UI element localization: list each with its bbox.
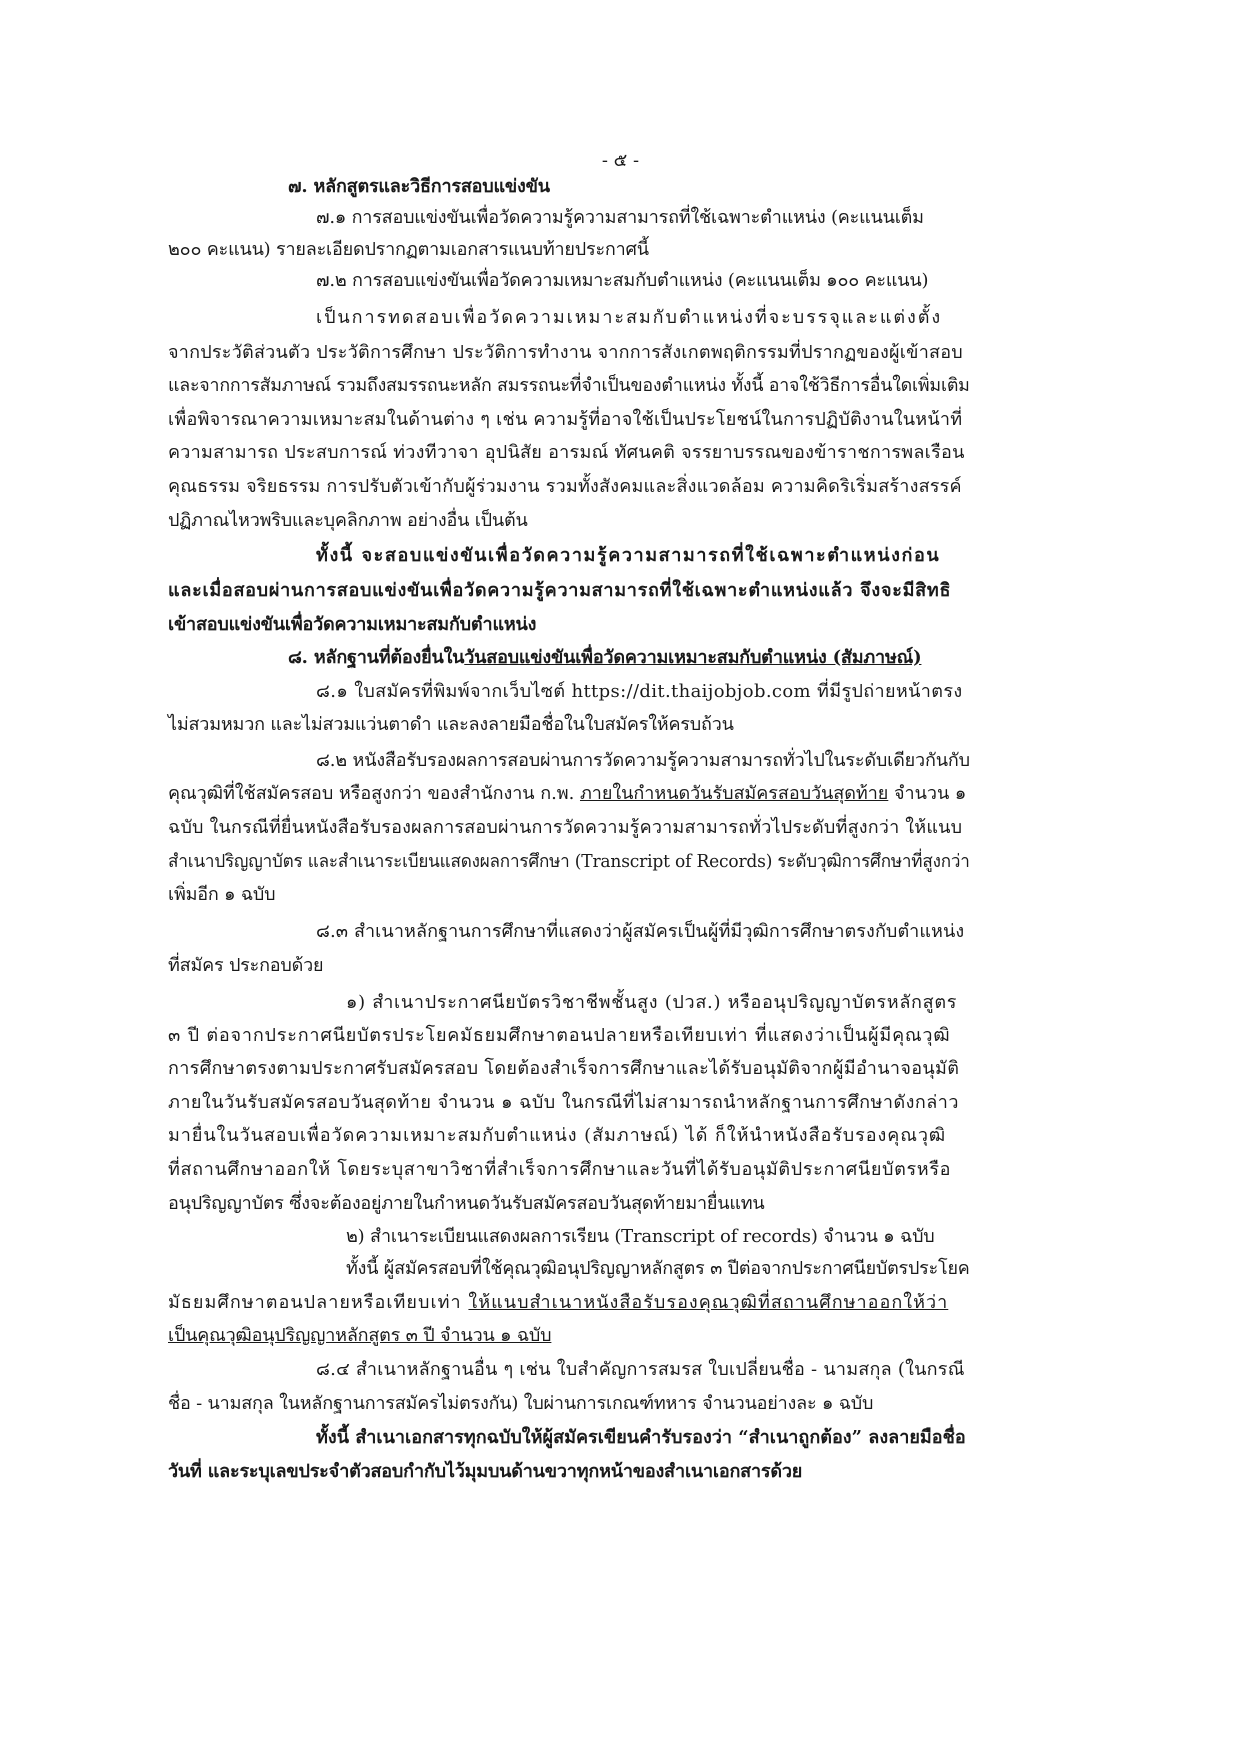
text-run: มายื่นในวันสอบเพื่อวัดความเหมาะสมกับตำแหน่ง (สัมภาษณ์) ได้ ก็ให้นำหนังสือรับรองคุณวุฒิ <box>168 1125 947 1146</box>
text-run: ไม่สวมหมวก และไม่สวมแว่นตาดำ และลงลายมือชื่อในใบสมัครให้ครบถ้วน <box>168 714 734 735</box>
text-line <box>316 1355 965 1385</box>
text-run: ๘.๑ ใบสมัครที่พิมพ์จากเว็บไซต์ https://dit.thaijobjob.com ที่มีรูปถ่ายหน้าตรง <box>316 681 963 702</box>
text-line <box>168 1021 950 1051</box>
text-run: ๘.๔ สำเนาหลักฐานอื่น ๆ เช่น ใบสำคัญการสมรส ใบเปลี่ยนชื่อ - นามสกุล (ในกรณี <box>316 1359 965 1380</box>
text-run: สำเนาปริญญาบัตร และสำเนาระเบียนแสดงผลการศึกษา (Transcript of Records) ระดับวุฒิการศึกษาที่สูงกว่า <box>168 851 970 872</box>
text-run: เป็นคุณวุฒิอนุปริญญาหลักสูตร ๓ ปี จำนวน ๑ ฉบับ <box>168 1325 552 1346</box>
text-run: มัธยมศึกษาตอนปลายหรือเทียบเท่า <box>168 1292 469 1313</box>
text-run: คุณวุฒิที่ใช้สมัครสอบ หรือสูงกว่า ของสำนักงาน ก.พ. <box>168 783 580 804</box>
text-line <box>168 610 536 640</box>
text-run: ๗.๑ การสอบแข่งขันเพื่อวัดความรู้ความสามารถที่ใช้เฉพาะตำแหน่ง (คะแนนเต็ม <box>316 207 924 228</box>
text-line <box>346 1254 970 1284</box>
text-run: เป็นการทดสอบเพื่อวัดความเหมาะสมกับตำแหน่งที่จะบรรจุและแต่งตั้ง <box>316 307 943 328</box>
text-line <box>168 506 528 536</box>
text-run: ชื่อ - นามสกุล ในหลักฐานการสมัครไม่ตรงกัน) ใบผ่านการเกณฑ์ทหาร จำนวนอย่างละ ๑ ฉบับ <box>168 1393 874 1414</box>
text-line <box>168 1321 551 1351</box>
text-line <box>168 710 734 740</box>
text-run: ๘. หลักฐานที่ต้องยื่นใน <box>288 647 465 668</box>
text-line <box>168 880 275 910</box>
text-line <box>316 746 970 776</box>
text-run: และจากการสัมภาษณ์ รวมถึงสมรรถนะหลัก สมรรถนะที่จำเป็นของตำแหน่ง ทั้งนี้ อาจใช้วิธีการอื่นใดเพิ่มเติม <box>168 375 970 396</box>
text-run: ปฏิภาณไหวพริบและบุคลิกภาพ อย่างอื่น เป็นต้น <box>168 510 528 531</box>
text-line <box>316 541 940 571</box>
text-run: และเมื่อสอบผ่านการสอบแข่งขันเพื่อวัดความรู้ความสามารถที่ใช้เฉพาะตำแหน่งแล้ว จึงจะมีสิทธิ <box>168 580 952 601</box>
text-run: เข้าสอบแข่งขันเพื่อวัดความเหมาะสมกับตำแหน่ง <box>168 614 537 635</box>
text-line <box>346 1222 935 1252</box>
text-line <box>168 472 962 502</box>
text-line <box>316 303 942 333</box>
text-run: ๗.๒ การสอบแข่งขันเพื่อวัดความเหมาะสมกับตำแหน่ง (คะแนนเต็ม ๑๐๐ คะแนน) <box>316 270 929 291</box>
page-number: - ๕ - <box>601 150 640 171</box>
text-run: ๑) สำเนาประกาศนียบัตรวิชาชีพชั้นสูง (ปวส.) หรืออนุปริญญาบัตรหลักสูตร <box>346 992 958 1013</box>
text-line <box>168 951 323 981</box>
text-line <box>316 677 963 707</box>
text-run: ๗. หลักสูตรและวิธีการสอบแข่งขัน <box>288 176 550 197</box>
text-line <box>168 576 951 606</box>
text-line <box>168 1054 959 1084</box>
text-line <box>168 1288 948 1318</box>
text-run: ฉบับ ในกรณีที่ยื่นหนังสือรับรองผลการสอบผ่านการวัดความรู้ความสามารถทั่วไประดับที่สูงกว่า ให้แนบ <box>168 817 963 838</box>
text-run: ความสามารถ ประสบการณ์ ท่วงทีวาจา อุปนิสัย อารมณ์ ทัศนคติ จรรยาบรรณของข้าราชการพลเรือน <box>168 442 965 463</box>
text-run: ที่สถานศึกษาออกให้ โดยระบุสาขาวิชาที่สำเร็จการศึกษาและวันที่ได้รับอนุมัติประกาศนียบัตรหรือ <box>168 1159 952 1180</box>
text-run: จากประวัติส่วนตัว ประวัติการศึกษา ประวัติการทำงาน จากการสังเกตพฤติกรรมที่ปรากฏของผู้เข้าสอบ <box>168 342 963 363</box>
text-line <box>316 1423 966 1453</box>
text-line <box>168 779 966 809</box>
text-run: ที่สมัคร ประกอบด้วย <box>168 955 324 976</box>
text-run: ทั้งนี้ จะสอบแข่งขันเพื่อวัดความรู้ความสามารถที่ใช้เฉพาะตำแหน่งก่อน <box>316 545 941 566</box>
text-line <box>168 1088 959 1118</box>
text-line <box>316 917 964 947</box>
text-run: จำนวน ๑ <box>888 783 967 804</box>
text-run: การศึกษาตรงตามประกาศรับสมัครสอบ โดยต้องสำเร็จการศึกษาและได้รับอนุมัติจากผู้มีอำนาจอนุมัติ <box>168 1058 960 1079</box>
text-line <box>168 847 970 877</box>
text-line <box>168 438 965 468</box>
text-run: ๓ ปี ต่อจากประกาศนียบัตรประโยคมัธยมศึกษาตอนปลายหรือเทียบเท่า ที่แสดงว่าเป็นผู้มีคุณวุฒิ <box>168 1025 951 1046</box>
text-run: เพื่อพิจารณาความเหมาะสมในด้านต่าง ๆ เช่น ความรู้ที่อาจใช้เป็นประโยชน์ในการปฏิบัติงานในหน้าที่ <box>168 409 963 430</box>
text-run: ภายในกำหนดวันรับสมัครสอบวันสุดท้าย <box>579 783 889 804</box>
text-line <box>168 1189 765 1219</box>
text-run: เพิ่มอีก ๑ ฉบับ <box>168 884 276 905</box>
text-run: คุณธรรม จริยธรรม การปรับตัวเข้ากับผู้ร่วมงาน รวมทั้งสังคมและสิ่งแวดล้อม ความคิดริเริ่มสร้างสรรค์ <box>168 476 962 497</box>
text-run: ๒๐๐ คะแนน) รายละเอียดปรากฏตามเอกสารแนบท้ายประกาศนี้ <box>168 239 649 260</box>
text-line <box>168 1457 802 1487</box>
text-line <box>288 643 921 673</box>
text-line <box>316 266 928 296</box>
text-line <box>168 338 963 368</box>
text-line <box>168 813 962 843</box>
text-line <box>168 371 970 401</box>
text-line <box>168 1389 873 1419</box>
text-run: ๘.๓ สำเนาหลักฐานการศึกษาที่แสดงว่าผู้สมัครเป็นผู้ที่มีวุฒิการศึกษาตรงกับตำแหน่ง <box>316 921 965 942</box>
text-line <box>316 203 924 233</box>
text-run: ๘.๒ หนังสือรับรองผลการสอบผ่านการวัดความรู้ความสามารถทั่วไปในระดับเดียวกันกับ <box>316 750 970 771</box>
text-line <box>168 235 649 265</box>
text-line <box>168 405 962 435</box>
text-run: ภายในวันรับสมัครสอบวันสุดท้าย จำนวน ๑ ฉบับ ในกรณีที่ไม่สามารถนำหลักฐานการศึกษาดังกล่าว <box>168 1092 959 1113</box>
text-run: วันที่ และระบุเลขประจำตัวสอบกำกับไว้มุมบนด้านขวาทุกหน้าของสำเนาเอกสารด้วย <box>168 1461 803 1482</box>
text-line <box>168 1121 946 1151</box>
text-run: ให้แนบสำเนาหนังสือรับรองคุณวุฒิที่สถานศึกษาออกให้ว่า <box>468 1292 949 1313</box>
text-run: อนุปริญญาบัตร ซึ่งจะต้องอยู่ภายในกำหนดวันรับสมัครสอบวันสุดท้ายมายื่นแทน <box>168 1193 765 1214</box>
text-line <box>288 172 550 202</box>
text-run: ๒) สำเนาระเบียนแสดงผลการเรียน (Transcript of records) จำนวน ๑ ฉบับ <box>346 1226 935 1247</box>
text-run: ทั้งนี้ สำเนาเอกสารทุกฉบับให้ผู้สมัครเขียนคำรับรองว่า “สำเนาถูกต้อง” ลงลายมือชื่อ <box>316 1427 966 1448</box>
text-run: วันสอบแข่งขันเพื่อวัดความเหมาะสมกับตำแหน่ง (สัมภาษณ์) <box>464 647 922 668</box>
text-run: ทั้งนี้ ผู้สมัครสอบที่ใช้คุณวุฒิอนุปริญญาหลักสูตร ๓ ปีต่อจากประกาศนียบัตรประโยค <box>346 1258 970 1279</box>
text-line <box>168 1155 951 1185</box>
text-line <box>346 988 957 1018</box>
